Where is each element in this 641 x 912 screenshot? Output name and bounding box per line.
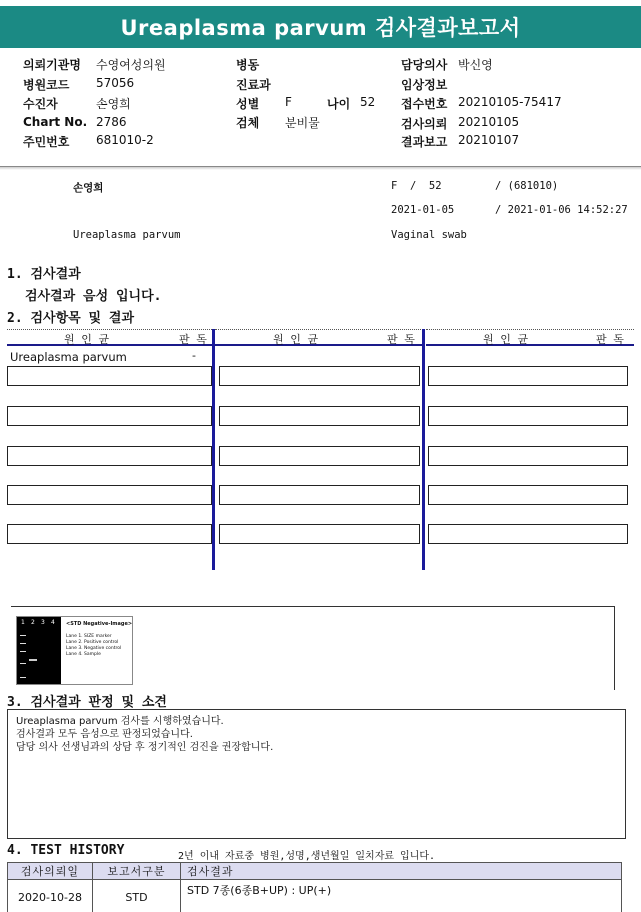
- gel-lanes: [17, 617, 61, 684]
- resident-value: 681010-2: [96, 133, 154, 147]
- result-box: [428, 366, 628, 386]
- result-box: [219, 446, 420, 466]
- sex-label: 성별: [236, 97, 260, 111]
- opinion-box: [7, 709, 626, 839]
- gel-image: [16, 616, 133, 685]
- gel-band: [20, 635, 26, 636]
- col-organism-label: 원 인 균: [273, 333, 319, 346]
- report-title: Ureaplasma parvum 검사결과보고서: [0, 6, 641, 48]
- summary-test-name: Ureaplasma parvum: [73, 229, 181, 241]
- lane-number: 4: [51, 619, 55, 626]
- result-box: [219, 406, 420, 426]
- gel-band: [20, 643, 26, 644]
- institution-value: 수영여성의원: [96, 58, 166, 72]
- report-date-value: 20210107: [458, 133, 520, 147]
- summary-name: 손영희: [73, 182, 104, 194]
- column-separator: [422, 329, 425, 570]
- result-box: [219, 485, 420, 505]
- doctor-value: 박신영: [458, 58, 493, 72]
- section1-result: 검사결과 음성 입니다.: [25, 289, 162, 304]
- request-label: 검사의뢰: [401, 117, 448, 131]
- age-label: 나이: [327, 97, 351, 111]
- ward-label: 병동: [236, 58, 260, 72]
- history-note: 2년 이내 자료중 병원,성명,생년월일 일치자료 입니다.: [178, 851, 436, 862]
- patient-label: 수진자: [23, 97, 58, 111]
- col-result-label: 판 독: [179, 333, 207, 346]
- history-col-type: 보고서구분: [93, 863, 181, 880]
- institution-label: 의뢰기관명: [23, 58, 81, 72]
- col-organism-label: 원 인 균: [64, 333, 110, 346]
- history-col-result: 검사결과: [181, 863, 622, 880]
- summary-birth: / (681010): [495, 180, 559, 192]
- summary-date-request: 2021-01-05: [391, 204, 455, 216]
- age-value: 52: [360, 95, 376, 109]
- lane-number: 1: [21, 619, 25, 626]
- result-box: [7, 485, 212, 505]
- resident-label: 주민번호: [23, 135, 70, 149]
- section3-title: 3. 검사결과 판정 및 소견: [7, 695, 167, 710]
- gel-legend-item: Lane 2. Positive control: [66, 640, 119, 645]
- gel-band: [20, 663, 26, 664]
- history-type: STD: [93, 880, 181, 912]
- gel-legend-item: Lane 4. Sample: [66, 652, 101, 657]
- column-separator: [212, 329, 215, 570]
- patient-value: 손영희: [96, 97, 131, 111]
- opinion-line: Ureaplasma parvum 검사를 시행하였습니다.: [16, 716, 224, 727]
- gel-band: [20, 651, 26, 652]
- result-box: [428, 446, 628, 466]
- report-date-label: 결과보고: [401, 135, 448, 149]
- sex-value: F: [285, 95, 292, 109]
- result-box: [219, 524, 420, 544]
- result-box: [7, 366, 212, 386]
- summary-date-report: / 2021-01-06 14:52:27: [495, 204, 628, 216]
- hospital-code-label: 병원코드: [23, 78, 70, 92]
- section2-title: 2. 검사항목 및 결과: [7, 311, 135, 326]
- organism-name: Ureaplasma parvum: [10, 350, 127, 364]
- gel-band: [20, 677, 26, 678]
- result-box: [7, 524, 212, 544]
- specimen-label: 검체: [236, 116, 260, 130]
- history-header-row: [8, 863, 622, 880]
- hospital-code-value: 57056: [96, 76, 135, 90]
- history-result: STD 7종(6종B+UP) : UP(+): [181, 880, 622, 912]
- history-date: 2020-10-28: [8, 880, 93, 912]
- column-header-2: [215, 329, 423, 346]
- chart-label: Chart No.: [23, 115, 88, 129]
- lane-number: 3: [41, 619, 45, 626]
- col-organism-label: 원 인 균: [483, 333, 529, 346]
- history-table: [7, 862, 622, 912]
- receipt-label: 접수번호: [401, 97, 448, 111]
- doctor-label: 담당의사: [401, 58, 448, 72]
- gel-legend-item: Lane 1. SIZE marker: [66, 634, 112, 639]
- header-shadow: [0, 167, 641, 170]
- opinion-line: 검사결과 모두 음성으로 판정되었습니다.: [16, 729, 193, 740]
- gel-legend-item: Lane 3. Negative control: [66, 646, 122, 651]
- chart-value: 2786: [96, 115, 127, 129]
- gel-band: [29, 659, 37, 661]
- gel-legend: [66, 634, 121, 658]
- clinical-label: 임상정보: [401, 78, 448, 92]
- history-col-date: 검사의뢰일: [8, 863, 93, 880]
- section4-title: 4. TEST HISTORY: [7, 843, 125, 858]
- col-result-label: 판 독: [387, 333, 415, 346]
- opinion-line: 담당 의사 선생님과의 상담 후 정기적인 검진을 권장합니다.: [16, 742, 274, 753]
- result-box: [428, 524, 628, 544]
- request-value: 20210105: [458, 115, 520, 129]
- gel-title: <STD Negative-Image>: [66, 621, 133, 627]
- result-box: [7, 446, 212, 466]
- lane-number: 2: [31, 619, 35, 626]
- column-header-1: [7, 329, 212, 346]
- result-box: [428, 406, 628, 426]
- result-box: [428, 485, 628, 505]
- result-box: [7, 406, 212, 426]
- organism-result: -: [192, 349, 196, 362]
- table-row: [8, 880, 622, 912]
- column-header-3: [426, 329, 634, 346]
- summary-sample: Vaginal swab: [391, 229, 467, 241]
- receipt-value: 20210105-75417: [458, 95, 562, 109]
- dept-label: 진료과: [236, 78, 271, 92]
- summary-sex-age: F / 52: [391, 180, 442, 192]
- section1-title: 1. 검사결과: [7, 267, 81, 282]
- result-box: [219, 366, 420, 386]
- specimen-value: 분비물: [285, 116, 320, 130]
- col-result-label: 판 독: [596, 333, 624, 346]
